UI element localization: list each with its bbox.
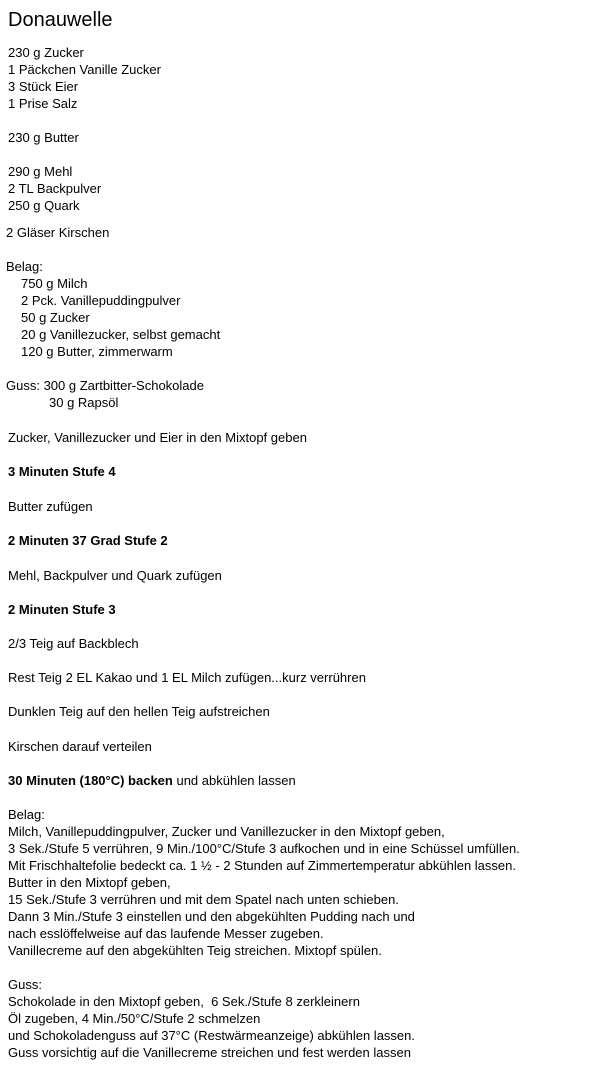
instruction-line: Milch, Vanillepuddingpulver, Zucker und Vanillezucker in den Mixtopf geben,	[8, 824, 445, 839]
ingredient-line: 230 g Zucker	[8, 45, 84, 60]
ingredient-line: Guss: 300 g Zartbitter-Schokolade	[6, 378, 204, 393]
ingredient-line: 2 Gläser Kirschen	[6, 225, 110, 240]
step-line: Dunklen Teig auf den hellen Teig aufstreichen	[8, 704, 270, 719]
ingredient-line: 750 g Milch	[21, 276, 88, 291]
ingredient-line: 1 Prise Salz	[8, 96, 78, 111]
ingredient-line: 2 TL Backpulver	[8, 181, 102, 196]
ingredient-line: 250 g Quark	[8, 198, 80, 213]
step-bold-part: 30 Minuten (180°C) backen	[8, 773, 173, 788]
step-line: 2/3 Teig auf Backblech	[8, 636, 139, 651]
step-line-bold: 2 Minuten Stufe 3	[8, 602, 116, 617]
ingredient-line: 1 Päckchen Vanille Zucker	[8, 62, 161, 77]
step-line: Kirschen darauf verteilen	[8, 739, 152, 754]
ingredient-line: 3 Stück Eier	[8, 79, 79, 94]
ingredient-line: 120 g Butter, zimmerwarm	[21, 344, 173, 359]
instruction-line: Öl zugeben, 4 Min./50°C/Stufe 2 schmelzen	[8, 1011, 261, 1026]
step-line: Mehl, Backpulver und Quark zufügen	[8, 568, 222, 583]
ingredient-line: 290 g Mehl	[8, 164, 73, 179]
recipe-title: Donauwelle	[8, 9, 113, 31]
step-line	[8, 772, 296, 789]
instruction-line: nach esslöffelweise auf das laufende Messer zugeben.	[8, 926, 324, 941]
ingredient-line: 20 g Vanillezucker, selbst gemacht	[21, 327, 221, 342]
instruction-line: 3 Sek./Stufe 5 verrühren, 9 Min./100°C/Stufe 3 aufkochen und in eine Schüssel umfüllen.	[8, 841, 520, 856]
ingredient-line: 50 g Zucker	[21, 310, 90, 325]
step-rest-part: und abkühlen lassen	[172, 773, 296, 788]
ingredient-line: 30 g Rapsöl	[49, 395, 119, 410]
instruction-line: Guss vorsichtig auf die Vanillecreme streichen und fest werden lassen	[8, 1045, 411, 1060]
instruction-line: Dann 3 Min./Stufe 3 einstellen und den abgekühlten Pudding nach und	[8, 909, 415, 924]
instruction-line: Mit Frischhaltefolie bedeckt ca. 1 ½ - 2 Stunden auf Zimmertemperatur abkühlen lassen.	[8, 858, 516, 873]
step-line: Butter zufügen	[8, 499, 93, 514]
step-line-bold: 3 Minuten Stufe 4	[8, 464, 116, 479]
section-heading: Belag:	[8, 807, 45, 822]
section-heading: Guss:	[8, 977, 42, 992]
instruction-line: 15 Sek./Stufe 3 verrühren und mit dem Spatel nach unten schieben.	[8, 892, 399, 907]
step-line: Rest Teig 2 EL Kakao und 1 EL Milch zufügen...kurz verrühren	[8, 670, 366, 685]
section-heading: Belag:	[6, 259, 43, 274]
instruction-line: Butter in den Mixtopf geben,	[8, 875, 171, 890]
instruction-line: Schokolade in den Mixtopf geben, 6 Sek./Stufe 8 zerkleinern	[8, 994, 360, 1009]
step-line-bold: 2 Minuten 37 Grad Stufe 2	[8, 533, 168, 548]
instruction-line: Vanillecreme auf den abgekühlten Teig streichen. Mixtopf spülen.	[8, 943, 382, 958]
ingredient-line: 230 g Butter	[8, 130, 79, 145]
instruction-line: und Schokoladenguss auf 37°C (Restwärmeanzeige) abkühlen lassen.	[8, 1028, 415, 1043]
step-line: Zucker, Vanillezucker und Eier in den Mixtopf geben	[8, 430, 307, 445]
ingredient-line: 2 Pck. Vanillepuddingpulver	[21, 293, 181, 308]
